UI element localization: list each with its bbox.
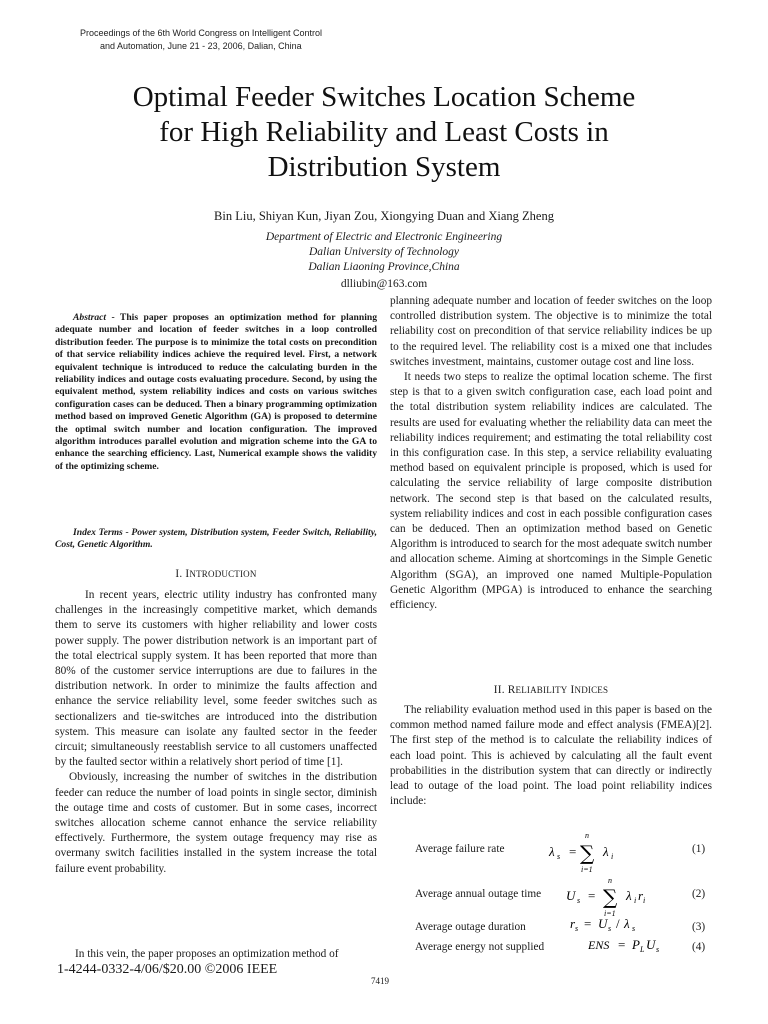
svg-text:λ: λ	[549, 844, 555, 859]
section-heading-reliability-indices	[390, 684, 712, 696]
equation-2-label: Average annual outage time	[415, 888, 542, 900]
svg-text:P: P	[632, 937, 640, 952]
section-initial: R	[507, 684, 516, 696]
right-paragraph-2: It needs two steps to realize the optimal location scheme. The first step is that to a given switch configuration case, each load point and the total distribution system reliability indices are calculated. The results are used for evaluating whether the reliability data can meet the reliability indices requirement; and estimating the total reliability cost in this configuration case. In this step, a service reliability evaluating method based on equivalent principle is proposed, which is used for calculating the service reliability of large composite distribution network. The second step is that based on the calculated results, system reliability indices and cost in each possible configuration cases can be deduced. Then an optimization method based on Genetic Algorithm is introduced to search for the most adequate switch number and allocation scheme. Aiming at shortcomings in the Simple Genetic Algorithm (SGA), an improved one named Multiple-Population Genetic Algorithm (MPGA) is introduced to enhance the searching efficiency.	[390, 371, 712, 612]
affiliation-line-2: Dalian University of Technology	[308, 246, 460, 258]
equation-4-formula	[588, 934, 688, 959]
equation-1-number: (1)	[692, 843, 706, 855]
right-paragraph-1: planning adequate number and location of feeder switches on the loop controlled distribution system. The objective is to minimize the total reliability cost on precondition of that service reliability indices be up to the required level. The reliability cost is a mixed one that includes switches investment, maintains, customer outage cost and line loss.	[390, 295, 712, 368]
title-line-2: for High Reliability and Least Costs in	[159, 116, 609, 148]
svg-text:n: n	[608, 876, 612, 885]
svg-text:=: =	[588, 888, 596, 903]
section-rest: NTRODUCTION	[189, 569, 257, 579]
svg-text:L: L	[640, 945, 645, 954]
equation-1-label: Average failure rate	[415, 843, 505, 855]
abstract	[55, 312, 377, 473]
svg-text:=: =	[569, 844, 577, 859]
svg-text:∑: ∑	[580, 841, 595, 865]
svg-text:/: /	[616, 916, 620, 931]
section-initial-2: I	[570, 684, 575, 696]
page-number: 7419	[371, 976, 389, 986]
intro-paragraph-2: Obviously, increasing the number of switches in the distribution feeder can reduce the number of load points in single sector, diminish the outage time and costs of customer. But in some cases, incorrect switches allocation scheme cannot enhance the service reliability effectively. Furthermore, the system outage frequency may rise as overmany switch facilities installed in the system increase the total failure event probability.	[55, 771, 377, 875]
section-rest-2: NDICES	[574, 685, 609, 695]
reliability-body	[390, 703, 712, 809]
svg-text:∑: ∑	[603, 885, 618, 909]
index-terms: Index Terms - Power system, Distribution system, Feeder Switch, Reliability, Cost, Genetic Algorithm.	[55, 527, 377, 551]
author-email: dlliubin@163.com	[340, 278, 428, 290]
abstract-body: - This paper proposes an optimization method for planning adequate number and location of feeder switches in a loop controlled distribution feeder. The purpose is to minimize the total costs on precondition of that service reliability indices achieve the required level. First, a network equivalent technique is introduced to reduce the calculating burden in the reliability indices and outage costs evaluating procedure. Second, by using the equivalent method, system reliability indices and costs on various switches configuration cases can be deduced. Then a binary programming optimization method based on improved Genetic Algorithm (GA) is proposed to determine the optimal switch number and location configuration. The improved algorithm introduces parallel evolution and migration scheme into the GA to enhance the searching efficiency. Last, Numerical example shows the validity of the optimizing scheme.	[55, 312, 377, 472]
svg-text:r: r	[638, 888, 644, 903]
abstract-lead: Abstract	[73, 312, 107, 323]
svg-text:λ: λ	[624, 916, 630, 931]
equation-4-svg	[588, 934, 688, 956]
svg-text:U: U	[598, 916, 608, 931]
svg-text:s: s	[575, 924, 579, 933]
proceedings-header	[80, 27, 322, 53]
equation-4-label: Average energy not supplied	[415, 941, 545, 953]
equation-3-svg	[570, 913, 670, 935]
equation-1-svg	[547, 830, 657, 874]
intro-paragraph-3: In this vein, the paper proposes an optimization method of	[75, 948, 339, 960]
svg-text:=: =	[618, 937, 626, 952]
svg-text:r: r	[570, 916, 576, 931]
affiliation-line-3: Dalian Liaoning Province,China	[308, 261, 460, 273]
affiliation	[60, 230, 708, 275]
svg-text:U: U	[566, 888, 576, 903]
svg-text:s: s	[632, 924, 636, 933]
title-line-3: Distribution System	[267, 151, 501, 183]
section-initial: I	[185, 568, 190, 580]
section-numeral: II.	[493, 684, 505, 696]
svg-text:λ: λ	[626, 888, 632, 903]
section-rest: ELIABILITY	[515, 685, 568, 695]
svg-text:s: s	[656, 945, 660, 954]
author-list: Bin Liu, Shiyan Kun, Jiyan Zou, Xiongying Duan and Xiang Zheng	[214, 209, 554, 223]
section-heading-introduction	[55, 568, 377, 580]
proceedings-line-2: and Automation, June 21 - 23, 2006, Dalian, China	[100, 41, 302, 51]
equation-4-number: (4)	[692, 941, 706, 953]
svg-text:i=1: i=1	[581, 865, 593, 874]
intro-paragraph-1: In recent years, electric utility industry has confronted many challenges in the increasingly competitive market, which demands them to serve its customers with higher reliability and lower costs power supply. The power distribution network is an important part of the total electrical supply system. It has been reported that more than 80% of the customer service interruptions are due to failures in the distribution network. In order to minimize the faults affection and enhance the service reliability level, some feeder switches such as sectionalizers and tie-switches are introduced into the distribution system. This measure can isolate any faulted sector in the feeder circuit; simultaneously reestablish service to all customers unaffected by the faulted sector within a relatively short period of time [1].	[55, 589, 377, 769]
svg-text:s: s	[608, 924, 612, 933]
equation-2-number: (2)	[692, 888, 706, 900]
equation-3-label: Average outage duration	[415, 921, 526, 933]
svg-text:i=1: i=1	[604, 909, 616, 918]
svg-text:ENS: ENS	[588, 938, 610, 952]
svg-text:s: s	[577, 896, 581, 905]
right-column-body	[390, 294, 712, 613]
title-line-1: Optimal Feeder Switches Location Scheme	[132, 81, 636, 113]
reliability-paragraph-1: The reliability evaluation method used in this paper is based on the common method named failure mode and effect analysis (FMEA)[2]. The first step of the method is to calculate the reliability indices of each load point. This is achieved by calculating all the fault event probabilities in the distribution system that can directly or indirectly lead to outage of the load point. The load point reliability indices include:	[390, 704, 712, 808]
copyright-footer: 1-4244-0332-4/06/$20.00 ©2006 IEEE	[57, 962, 278, 977]
introduction-body	[55, 588, 377, 877]
svg-text:=: =	[584, 916, 592, 931]
equation-3-number: (3)	[692, 921, 706, 933]
svg-text:i: i	[634, 896, 637, 905]
svg-text:U: U	[646, 937, 656, 952]
svg-text:λ: λ	[603, 844, 609, 859]
affiliation-line-1: Department of Electric and Electronic Engineering	[265, 231, 503, 243]
paper-title	[60, 80, 708, 185]
svg-text:i: i	[611, 852, 614, 861]
svg-text:i: i	[643, 896, 646, 905]
equation-1-formula	[547, 830, 657, 877]
svg-text:n: n	[585, 831, 589, 840]
svg-text:s: s	[557, 852, 561, 861]
proceedings-line-1: Proceedings of the 6th World Congress on Intelligent Control	[80, 28, 322, 38]
section-numeral: I.	[175, 568, 183, 580]
